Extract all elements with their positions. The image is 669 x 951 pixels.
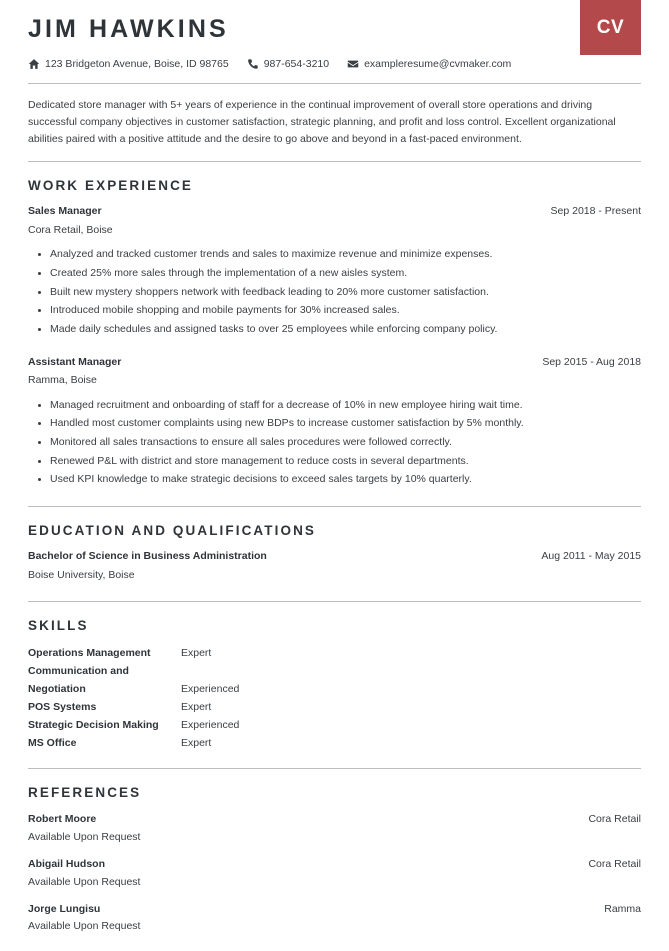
reference-note: Available Upon Request <box>28 875 141 888</box>
reference-name: Robert Moore <box>28 813 97 826</box>
skill-level: Expert <box>181 737 212 750</box>
experience-entry <box>28 355 641 489</box>
list-item: Made daily schedules and assigned tasks to over 25 employees while enforcing company policy. <box>28 320 641 339</box>
divider <box>28 161 641 162</box>
professional-summary: Dedicated store manager with 5+ years of experience in the continual improvement of overall store operations and driving successful company objectives in customer satisfaction, strategic planning, and profit and loss control. Excellent organizational abilities paired with a positive attitude and the desire to go above and beyond in a fast-paced environment. <box>28 99 616 146</box>
contact-email-text: exampleresume@cvmaker.com <box>364 58 512 70</box>
contact-address <box>28 58 229 70</box>
list-item: Used KPI knowledge to make strategic decisions to exceed sales targets by 10% quarterly. <box>28 470 641 489</box>
skills-grid <box>28 644 641 752</box>
phone-icon <box>247 58 259 70</box>
job-bullet-list <box>28 396 641 489</box>
section-heading-references: REFERENCES <box>28 785 142 801</box>
list-item: Renewed P&L with district and store management to reduce costs in several departments. <box>28 452 641 471</box>
job-company: Cora Retail, Boise <box>28 224 113 236</box>
contact-row <box>28 58 641 70</box>
section-heading-work-experience: WORK EXPERIENCE <box>28 178 194 194</box>
job-bullet-list <box>28 245 641 338</box>
degree-dates: Aug 2011 - May 2015 <box>541 550 641 563</box>
reference-company: Ramma <box>604 902 641 915</box>
entry-header <box>28 204 641 220</box>
job-title: Sales Manager <box>28 205 102 218</box>
skill-level: Expert <box>181 701 212 714</box>
contact-phone <box>247 58 329 70</box>
entry-header <box>28 549 641 565</box>
skill-level: Expert <box>181 647 212 660</box>
contact-email <box>347 58 511 70</box>
divider <box>28 601 641 602</box>
skill-name: MS Office <box>28 737 77 750</box>
section-heading-skills: SKILLS <box>28 618 89 634</box>
reference-note: Available Upon Request <box>28 920 141 933</box>
list-item: Created 25% more sales through the implementation of a new aisles system. <box>28 264 641 283</box>
reference-name: Jorge Lungisu <box>28 902 101 915</box>
divider <box>28 83 641 84</box>
page-title: JIM HAWKINS <box>28 15 229 43</box>
list-item: Analyzed and tracked customer trends and sales to maximize revenue and minimize expenses. <box>28 245 641 264</box>
reference-entry <box>28 811 641 846</box>
list-item: Built new mystery shoppers network with feedback leading to 20% more customer satisfaction. <box>28 283 641 302</box>
cv-badge <box>580 0 641 55</box>
skill-name: Operations Management <box>28 647 151 660</box>
skill-name: POS Systems <box>28 701 97 714</box>
envelope-icon <box>347 58 359 70</box>
reference-header <box>28 856 641 873</box>
reference-header <box>28 811 641 828</box>
reference-company: Cora Retail <box>588 858 641 871</box>
contact-phone-text: 987-654-3210 <box>263 58 330 70</box>
reference-entry <box>28 901 641 936</box>
skill-name: Strategic Decision Making <box>28 719 159 732</box>
reference-entry <box>28 856 641 891</box>
education-entry <box>28 549 641 583</box>
job-company: Ramma, Boise <box>28 374 97 387</box>
skill-level: Experienced <box>181 683 240 696</box>
skill-name: Communication and Negotiation <box>28 665 129 696</box>
list-item: Introduced mobile shopping and mobile payments for 30% increased sales. <box>28 301 641 320</box>
divider <box>28 506 641 507</box>
reference-company: Cora Retail <box>588 813 641 826</box>
job-title: Assistant Manager <box>28 355 122 368</box>
list-item: Monitored all sales transactions to ensure all sales procedures were followed correctly. <box>28 433 641 452</box>
list-item: Handled most customer complaints using new BDPs to increase customer satisfaction by 5% monthly. <box>28 414 641 433</box>
section-heading-education: EDUCATION AND QUALIFICATIONS <box>28 523 317 539</box>
contact-address-text: 123 Bridgeton Avenue, Boise, ID 98765 <box>45 58 229 70</box>
reference-header <box>28 901 641 918</box>
reference-note: Available Upon Request <box>28 831 141 844</box>
experience-entry <box>28 204 641 338</box>
resume-header <box>28 0 641 70</box>
cv-badge-label: CV <box>596 16 625 38</box>
list-item: Managed recruitment and onboarding of staff for a decrease of 10% in new employee hiring wait time. <box>28 396 641 415</box>
reference-name: Abigail Hudson <box>28 858 105 871</box>
school-name: Boise University, Boise <box>28 568 135 581</box>
job-dates: Sep 2015 - Aug 2018 <box>542 355 641 368</box>
divider <box>28 768 641 769</box>
job-dates: Sep 2018 - Present <box>550 205 641 218</box>
skill-level: Experienced <box>181 719 240 732</box>
entry-header <box>28 355 641 371</box>
degree-title: Bachelor of Science in Business Administration <box>28 550 267 563</box>
home-icon <box>28 58 40 70</box>
